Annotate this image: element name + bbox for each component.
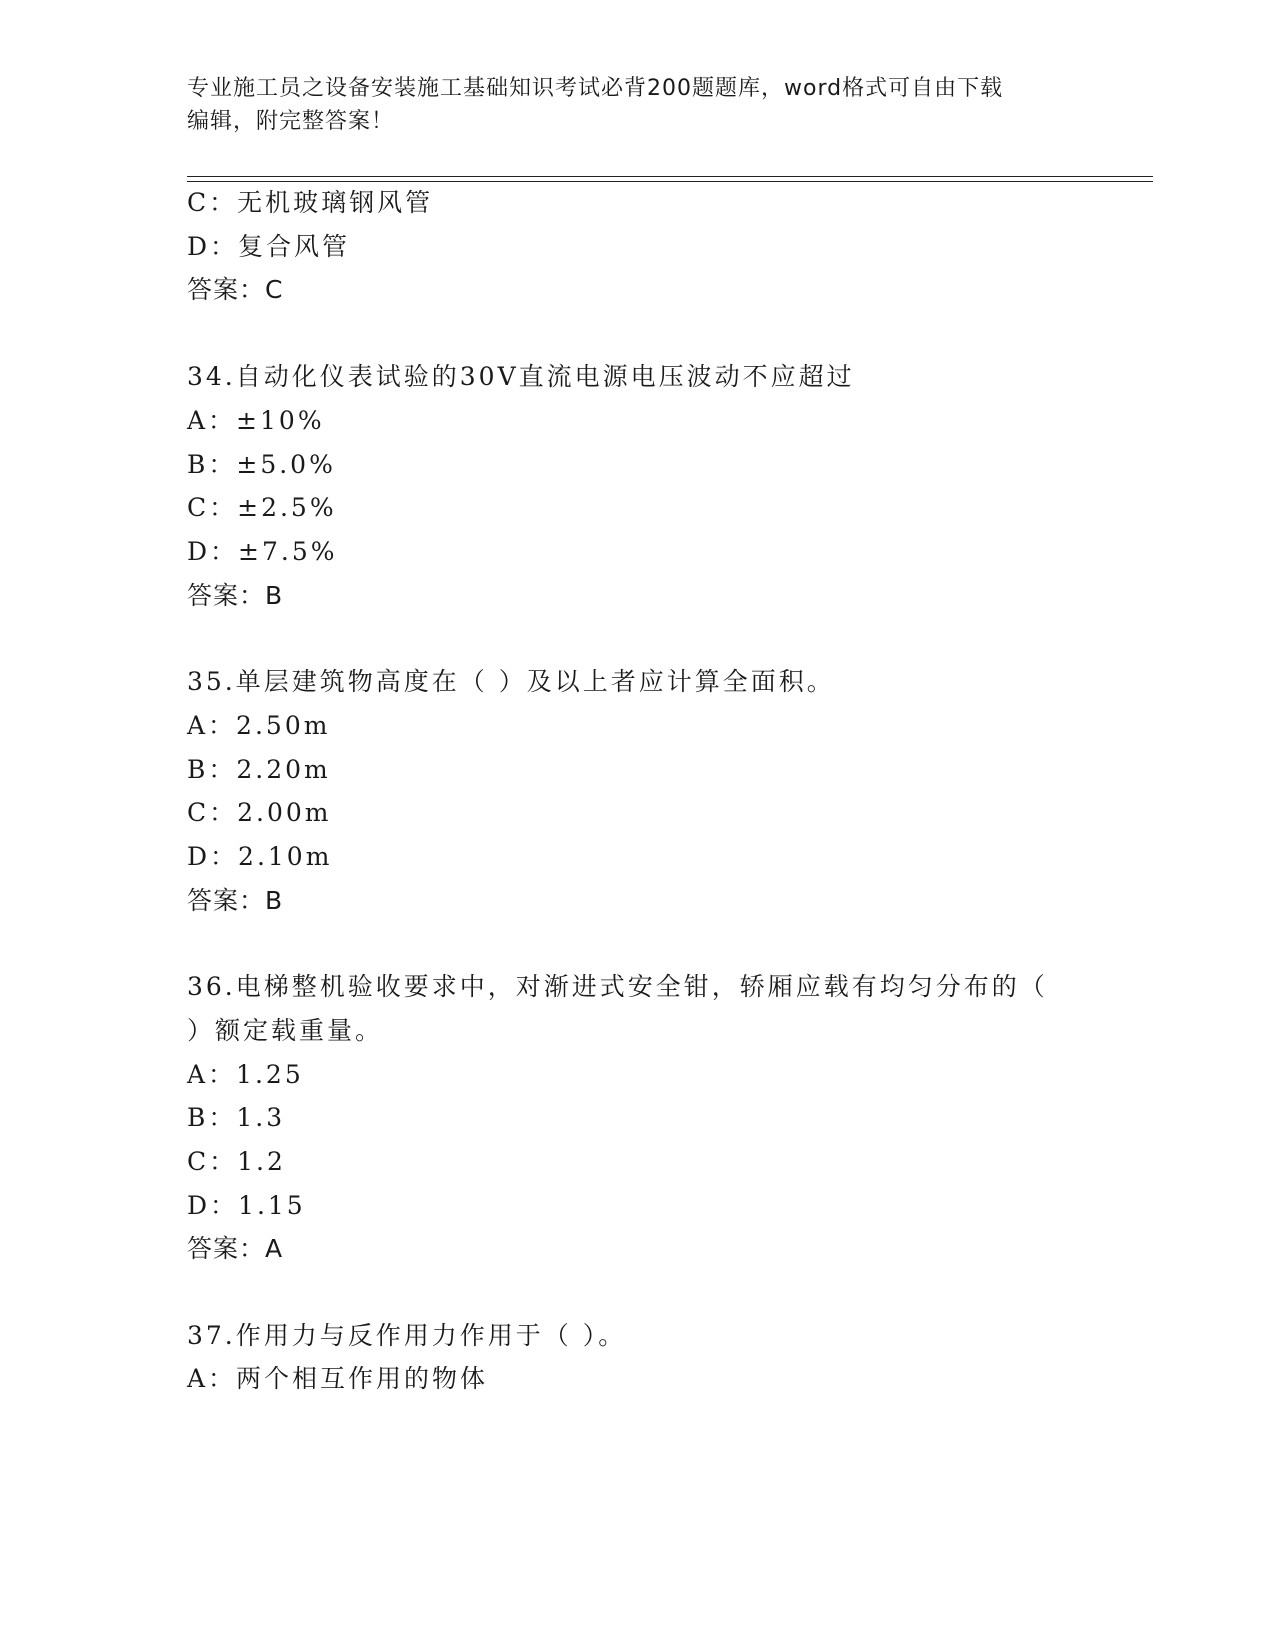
option-d: D：复合风管 bbox=[187, 232, 351, 261]
option-b: B：±5.0% bbox=[187, 450, 336, 479]
option-d: D：2.10m bbox=[187, 842, 333, 871]
answer: 答案：B bbox=[187, 886, 284, 915]
option-a: A：1.25 bbox=[187, 1060, 304, 1089]
option-c: C：2.00m bbox=[187, 798, 332, 827]
question-37: 37.作用力与反作用力作用于（ ）。 bbox=[187, 1321, 627, 1350]
option-a: A：±10% bbox=[187, 406, 325, 435]
answer: 答案：B bbox=[187, 581, 284, 610]
header-divider-bottom bbox=[187, 181, 1153, 182]
header-divider-top bbox=[187, 176, 1153, 177]
answer: 答案：A bbox=[187, 1234, 284, 1263]
header-line-1: 专业施工员之设备安装施工基础知识考试必背200题题库，word格式可自由下载 bbox=[187, 76, 1004, 101]
document-header bbox=[187, 72, 1067, 138]
option-a: A：2.50m bbox=[187, 711, 331, 740]
answer: 答案：C bbox=[187, 275, 284, 304]
option-c: C：±2.5% bbox=[187, 493, 337, 522]
question-36: 36.电梯整机验收要求中，对渐进式安全钳，轿厢应载有均匀分布的（ bbox=[187, 972, 1048, 1001]
question-34: 34.自动化仪表试验的30V直流电源电压波动不应超过 bbox=[187, 362, 855, 391]
option-c: C：无机玻璃钢风管 bbox=[187, 188, 434, 217]
option-d: D：±7.5% bbox=[187, 537, 338, 566]
option-d: D：1.15 bbox=[187, 1191, 306, 1220]
option-c: C：1.2 bbox=[187, 1147, 286, 1176]
question-36-continued: ）额定载重量。 bbox=[187, 1016, 384, 1045]
question-35: 35.单层建筑物高度在（ ）及以上者应计算全面积。 bbox=[187, 667, 835, 696]
option-b: B：2.20m bbox=[187, 755, 331, 784]
option-b: B：1.3 bbox=[187, 1103, 286, 1132]
option-a: A：两个相互作用的物体 bbox=[187, 1364, 489, 1393]
header-line-2: 编辑，附完整答案！ bbox=[187, 109, 395, 134]
